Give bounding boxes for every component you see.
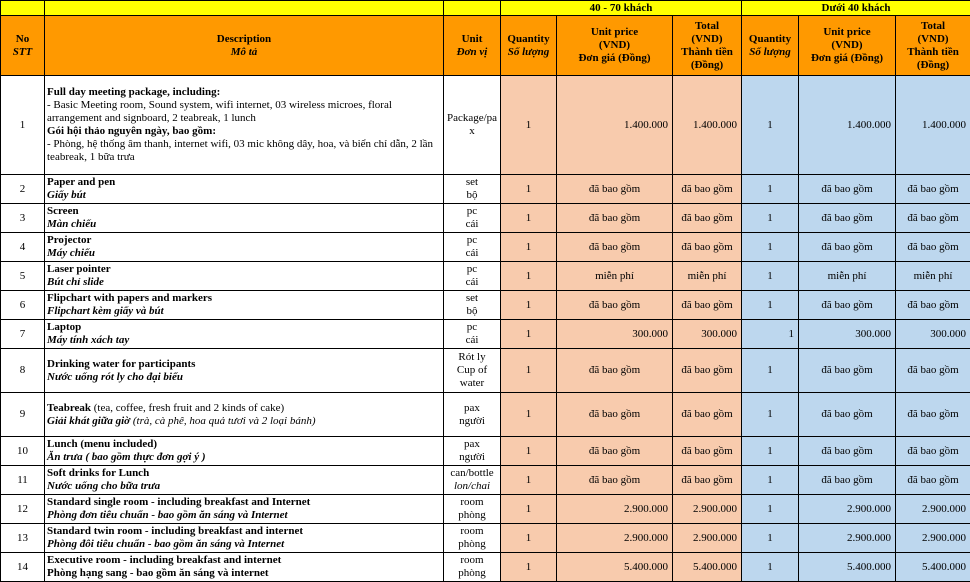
table-row bbox=[1, 320, 970, 349]
row-number: 2 bbox=[1, 175, 45, 204]
unit-vi: phòng bbox=[446, 538, 498, 551]
item-name-en: Paper and pen bbox=[47, 176, 441, 189]
row-unit-price-2: đã bao gồm bbox=[799, 349, 896, 393]
table-row bbox=[1, 393, 970, 437]
row-total-2: 300.000 bbox=[896, 320, 970, 349]
row-unit-price-2: đã bao gồm bbox=[799, 204, 896, 233]
header-quantity-2: Quantity Số lượng bbox=[742, 16, 799, 76]
unit-en: set bbox=[446, 176, 498, 189]
table-row bbox=[1, 76, 970, 175]
row-unit-price: 2.900.000 bbox=[557, 524, 673, 553]
item-name-en: Executive room - including breakfast and internet bbox=[47, 554, 441, 567]
item-name-vi: Phòng đôi tiêu chuẩn - bao gồm ăn sáng và Internet bbox=[47, 538, 441, 551]
row-unit-price-2: đã bao gồm bbox=[799, 175, 896, 204]
item-name-en: Projector bbox=[47, 234, 441, 247]
row-quantity: 1 bbox=[501, 524, 557, 553]
row-number: 4 bbox=[1, 233, 45, 262]
row-total: đã bao gồm bbox=[673, 175, 742, 204]
row-unit bbox=[444, 524, 501, 553]
unit-en: room bbox=[446, 525, 498, 538]
row-unit bbox=[444, 291, 501, 320]
item-note-en: (tea, coffee, fresh fruit and 2 kinds of cake) bbox=[91, 402, 284, 414]
row-description bbox=[45, 262, 444, 291]
unit-vi: Cup of water bbox=[446, 364, 498, 390]
item-note-vi: (trà, cà phê, hoa quả tươi và 2 loại bánh) bbox=[130, 415, 315, 427]
table-row bbox=[1, 495, 970, 524]
row-unit-price-2: 5.400.000 bbox=[799, 553, 896, 582]
unit-en: pax bbox=[446, 402, 498, 415]
item-name-en: Teabreak bbox=[47, 402, 91, 414]
row-quantity: 1 bbox=[501, 553, 557, 582]
row-unit-price: đã bao gồm bbox=[557, 204, 673, 233]
blank-cell bbox=[444, 1, 501, 16]
table-row bbox=[1, 349, 970, 393]
row-total-2: đã bao gồm bbox=[896, 437, 970, 466]
unit-en: room bbox=[446, 496, 498, 509]
item-name-vi: Nước uống rót ly cho đại biểu bbox=[47, 371, 441, 384]
row-quantity-2: 1 bbox=[742, 175, 799, 204]
row-unit bbox=[444, 320, 501, 349]
row-description: Full day meeting package, including: - Basic Meeting room, Sound system, wifi internet, 03 wireless microes, floral arrangement and signboard, 2 teabreak, 1 lunch Gói hội thảo nguyên ngày, bao gồm: - Phòng, hệ thống âm thanh, internet wifi, 03 mic không dây, hoa, và biển chỉ dẫn, 2 lần teabreak, 1 bữa trưa bbox=[45, 76, 444, 175]
row-quantity-2: 1 bbox=[742, 349, 799, 393]
item-name-vi: Flipchart kèm giấy và bút bbox=[47, 305, 441, 318]
row-number: 10 bbox=[1, 437, 45, 466]
item-name-vi: Màn chiếu bbox=[47, 218, 441, 231]
blank-cell bbox=[45, 1, 444, 16]
row-total-2: 2.900.000 bbox=[896, 524, 970, 553]
item-name-en: Soft drinks for Lunch bbox=[47, 467, 441, 480]
row-quantity: 1 bbox=[501, 393, 557, 437]
item-name-vi: Ăn trưa ( bao gồm thực đơn gợi ý ) bbox=[47, 451, 441, 464]
row-quantity: 1 bbox=[501, 204, 557, 233]
table-row bbox=[1, 204, 970, 233]
row-unit-price: miễn phí bbox=[557, 262, 673, 291]
row-number: 3 bbox=[1, 204, 45, 233]
row-total: đã bao gồm bbox=[673, 204, 742, 233]
table-row bbox=[1, 437, 970, 466]
row-unit bbox=[444, 175, 501, 204]
row-quantity: 1 bbox=[501, 466, 557, 495]
row-total-2: 1.400.000 bbox=[896, 76, 970, 175]
row-number: 9 bbox=[1, 393, 45, 437]
header-quantity: Quantity Số lượng bbox=[501, 16, 557, 76]
column-header-row bbox=[1, 16, 970, 76]
row-unit bbox=[444, 553, 501, 582]
row-unit-price-2: 2.900.000 bbox=[799, 524, 896, 553]
unit-vi: phòng bbox=[446, 509, 498, 522]
row-unit-price: đã bao gồm bbox=[557, 291, 673, 320]
row-total-2: đã bao gồm bbox=[896, 233, 970, 262]
row-number: 14 bbox=[1, 553, 45, 582]
item-name-en: Flipchart with papers and markers bbox=[47, 292, 441, 305]
row-quantity-2: 1 bbox=[742, 466, 799, 495]
unit-vi: người bbox=[446, 451, 498, 464]
row-quantity-2: 1 bbox=[742, 262, 799, 291]
item-name-en: Laptop bbox=[47, 321, 441, 334]
item-name-en: Standard twin room - including breakfast and internet bbox=[47, 525, 441, 538]
row-total: 2.900.000 bbox=[673, 524, 742, 553]
row-unit-price-2: 1.400.000 bbox=[799, 76, 896, 175]
row-description bbox=[45, 495, 444, 524]
row-number: 6 bbox=[1, 291, 45, 320]
row-unit bbox=[444, 349, 501, 393]
item-name-vi: Bút chỉ slide bbox=[47, 276, 441, 289]
row-total-2: đã bao gồm bbox=[896, 466, 970, 495]
row-quantity: 1 bbox=[501, 349, 557, 393]
row-quantity: 1 bbox=[501, 320, 557, 349]
group-40-70: 40 - 70 khách bbox=[501, 1, 742, 16]
unit-vi: cái bbox=[446, 334, 498, 347]
row-description bbox=[45, 291, 444, 320]
unit-en: can/bottle bbox=[446, 467, 498, 480]
row-description bbox=[45, 437, 444, 466]
row-description bbox=[45, 233, 444, 262]
row-unit-price: 2.900.000 bbox=[557, 495, 673, 524]
row-unit-price: 300.000 bbox=[557, 320, 673, 349]
row-unit-price: 5.400.000 bbox=[557, 553, 673, 582]
row-quantity: 1 bbox=[501, 233, 557, 262]
row-description bbox=[45, 349, 444, 393]
blank-cell bbox=[1, 1, 45, 16]
header-total-2: Total (VND) Thành tiền (Đồng) bbox=[896, 16, 970, 76]
row-number: 1 bbox=[1, 76, 45, 175]
row-unit-price: đã bao gồm bbox=[557, 233, 673, 262]
table-row bbox=[1, 233, 970, 262]
table-row bbox=[1, 175, 970, 204]
row-unit-price: đã bao gồm bbox=[557, 175, 673, 204]
row-total-2: đã bao gồm bbox=[896, 204, 970, 233]
unit-en: pc bbox=[446, 263, 498, 276]
row-unit-price-2: 300.000 bbox=[799, 320, 896, 349]
row-quantity-2: 1 bbox=[742, 204, 799, 233]
item-name-en: Screen bbox=[47, 205, 441, 218]
row-unit-price: đã bao gồm bbox=[557, 393, 673, 437]
row-unit bbox=[444, 437, 501, 466]
row-quantity-2: 1 bbox=[742, 524, 799, 553]
row-quantity: 1 bbox=[501, 262, 557, 291]
row-total-2: 5.400.000 bbox=[896, 553, 970, 582]
unit-en: pc bbox=[446, 234, 498, 247]
row-number: 8 bbox=[1, 349, 45, 393]
row-total-2: đã bao gồm bbox=[896, 393, 970, 437]
row-description bbox=[45, 553, 444, 582]
row-quantity-2: 1 bbox=[742, 495, 799, 524]
header-unit-price: Unit price (VND) Đơn giá (Đồng) bbox=[557, 16, 673, 76]
row-unit: Package/pax bbox=[444, 76, 501, 175]
row-total: đã bao gồm bbox=[673, 291, 742, 320]
row-total: đã bao gồm bbox=[673, 393, 742, 437]
row-total-2: miễn phí bbox=[896, 262, 970, 291]
row-unit-price: đã bao gồm bbox=[557, 466, 673, 495]
row-unit-price-2: miễn phí bbox=[799, 262, 896, 291]
row-description bbox=[45, 466, 444, 495]
row-quantity: 1 bbox=[501, 291, 557, 320]
row-total: đã bao gồm bbox=[673, 437, 742, 466]
header-unit: Unit Đơn vị bbox=[444, 16, 501, 76]
row-quantity-2: 1 bbox=[742, 393, 799, 437]
item-name-vi: Giải khát giữa giờ bbox=[47, 415, 130, 427]
unit-vi: bộ bbox=[446, 305, 498, 318]
item-name-en: Standard single room - including breakfast and Internet bbox=[47, 496, 441, 509]
table-row bbox=[1, 262, 970, 291]
unit-vi: cái bbox=[446, 247, 498, 260]
row-unit-price: đã bao gồm bbox=[557, 349, 673, 393]
row-total: 1.400.000 bbox=[673, 76, 742, 175]
unit-vi: phòng bbox=[446, 567, 498, 580]
row-total: đã bao gồm bbox=[673, 233, 742, 262]
row-total: 300.000 bbox=[673, 320, 742, 349]
unit-en: room bbox=[446, 554, 498, 567]
row-unit-price: đã bao gồm bbox=[557, 437, 673, 466]
row-total: 2.900.000 bbox=[673, 495, 742, 524]
item-name-vi: Máy tính xách tay bbox=[47, 334, 441, 347]
row-quantity-2: 1 bbox=[742, 291, 799, 320]
row-quantity: 1 bbox=[501, 76, 557, 175]
row-unit-price-2: đã bao gồm bbox=[799, 393, 896, 437]
table-row bbox=[1, 553, 970, 582]
row-description bbox=[45, 393, 444, 437]
header-no: No STT bbox=[1, 16, 45, 76]
header-unit-price-2: Unit price (VND) Đơn giá (Đồng) bbox=[799, 16, 896, 76]
row-total: miễn phí bbox=[673, 262, 742, 291]
row-quantity: 1 bbox=[501, 495, 557, 524]
header-total: Total (VND) Thành tiền (Đồng) bbox=[673, 16, 742, 76]
item-name-vi: Nước uống cho bữa trưa bbox=[47, 480, 441, 493]
row-quantity-2: 1 bbox=[742, 76, 799, 175]
row-quantity-2: 1 bbox=[742, 233, 799, 262]
row-description bbox=[45, 204, 444, 233]
row-unit-price-2: đã bao gồm bbox=[799, 291, 896, 320]
row-unit-price-2: đã bao gồm bbox=[799, 466, 896, 495]
row-unit bbox=[444, 204, 501, 233]
row-unit-price-2: 2.900.000 bbox=[799, 495, 896, 524]
row-description bbox=[45, 320, 444, 349]
unit-en: pc bbox=[446, 205, 498, 218]
row-number: 12 bbox=[1, 495, 45, 524]
unit-vi: lon/chai bbox=[446, 480, 498, 493]
row-total-2: đã bao gồm bbox=[896, 349, 970, 393]
row-unit bbox=[444, 233, 501, 262]
header-description: Description Mô tả bbox=[45, 16, 444, 76]
row-unit-price-2: đã bao gồm bbox=[799, 437, 896, 466]
table-row bbox=[1, 466, 970, 495]
row-total-2: đã bao gồm bbox=[896, 291, 970, 320]
row-quantity: 1 bbox=[501, 175, 557, 204]
unit-en: set bbox=[446, 292, 498, 305]
item-name-vi: Giấy bút bbox=[47, 189, 441, 202]
row-number: 5 bbox=[1, 262, 45, 291]
item-name-vi: Phòng đơn tiêu chuẩn - bao gồm ăn sáng và Internet bbox=[47, 509, 441, 522]
unit-vi: bộ bbox=[446, 189, 498, 202]
unit-vi: người bbox=[446, 415, 498, 428]
row-total: đã bao gồm bbox=[673, 466, 742, 495]
row-total-2: đã bao gồm bbox=[896, 175, 970, 204]
row-unit bbox=[444, 466, 501, 495]
row-description bbox=[45, 524, 444, 553]
row-quantity-2: 1 bbox=[742, 553, 799, 582]
unit-vi: cái bbox=[446, 218, 498, 231]
row-unit-price: 1.400.000 bbox=[557, 76, 673, 175]
table-row bbox=[1, 291, 970, 320]
row-quantity-2: 1 bbox=[742, 320, 799, 349]
unit-en: pax bbox=[446, 438, 498, 451]
item-name-en: Lunch (menu included) bbox=[47, 438, 441, 451]
row-total: đã bao gồm bbox=[673, 349, 742, 393]
row-number: 13 bbox=[1, 524, 45, 553]
item-name-en: Laser pointer bbox=[47, 263, 441, 276]
row-unit bbox=[444, 393, 501, 437]
row-unit bbox=[444, 495, 501, 524]
row-number: 11 bbox=[1, 466, 45, 495]
unit-en: pc bbox=[446, 321, 498, 334]
group-header-row bbox=[1, 1, 970, 16]
unit-vi: cái bbox=[446, 276, 498, 289]
row-total-2: 2.900.000 bbox=[896, 495, 970, 524]
row-number: 7 bbox=[1, 320, 45, 349]
row-unit bbox=[444, 262, 501, 291]
item-name-vi: Phòng hạng sang - bao gồm ăn sáng và internet bbox=[47, 567, 441, 580]
unit-en: Rót ly bbox=[446, 351, 498, 364]
item-name-en: Drinking water for participants bbox=[47, 358, 441, 371]
group-under-40: Dưới 40 khách bbox=[742, 1, 970, 16]
row-quantity: 1 bbox=[501, 437, 557, 466]
table-row bbox=[1, 524, 970, 553]
item-name-vi: Máy chiếu bbox=[47, 247, 441, 260]
row-quantity-2: 1 bbox=[742, 437, 799, 466]
row-unit-price-2: đã bao gồm bbox=[799, 233, 896, 262]
row-total: 5.400.000 bbox=[673, 553, 742, 582]
row-description bbox=[45, 175, 444, 204]
